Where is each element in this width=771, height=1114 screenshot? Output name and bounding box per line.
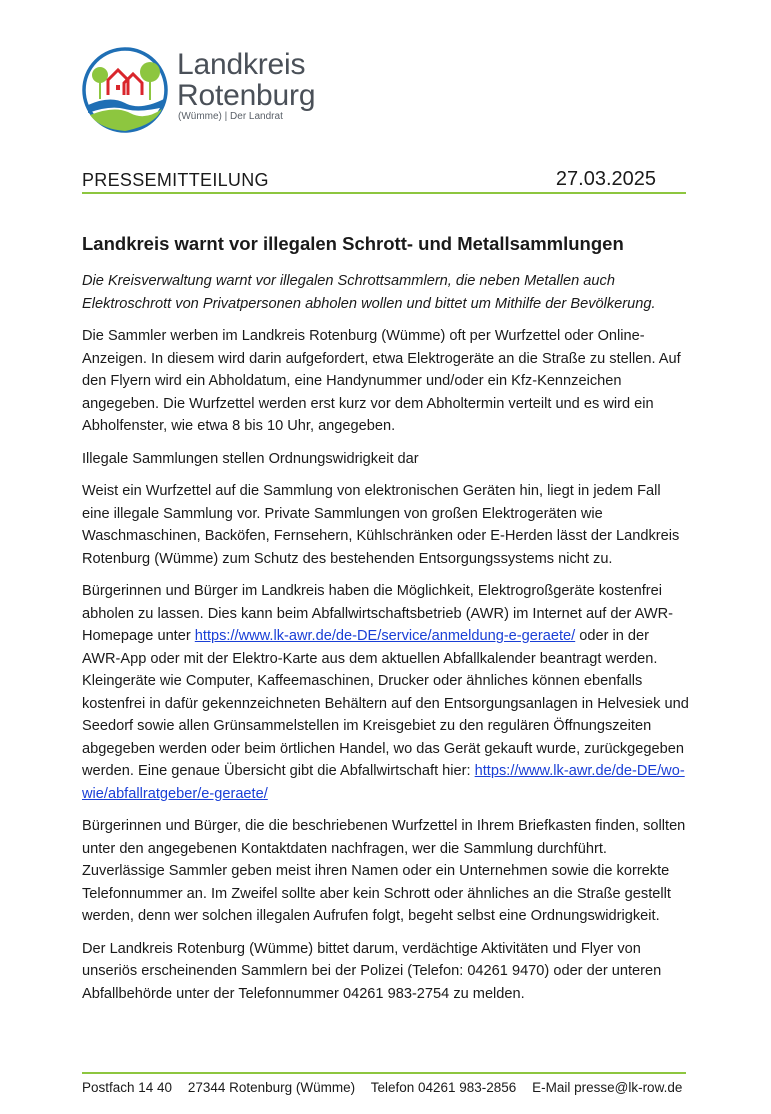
footer (82, 1080, 686, 1095)
paragraph-4: Bürgerinnen und Bürger, die die beschriebenen Wurfzettel in Ihrem Briefkasten finden, sollten unter den angegebenen Kontaktdaten nachfragen, wer die Sammlung durchführt. Zuverlässige Sammler geben meist ihren Namen oder ein Unternehmen sowie die korrekte Telefonnummer an. Im Zweifel sollte aber kein Schrott oder ähnliches an die Straße gestellt werden, denn wer solchen illegalen Aufrufen folgt, begeht selbst eine Ordnungswidrigkeit. (82, 818, 686, 924)
press-label: PRESSEMITTEILUNG (82, 170, 269, 190)
landkreis-emblem-icon (80, 45, 170, 135)
paragraph-5: Der Landkreis Rotenburg (Wümme) bittet darum, verdächtige Aktivitäten und Flyer von unseriös erscheinenden Sammlern bei der Polizei (Telefon: 04261 9470) oder der unteren Abfallbehörde unter der Telefonnummer 04261 983-2754 zu melden. (82, 940, 662, 1002)
article-title: Landkreis warnt vor illegalen Schrott- und Metallsammlungen (82, 233, 624, 254)
article-body (82, 232, 690, 1015)
footer-divider (82, 1072, 686, 1074)
footer-phone: Telefon 04261 983-2856 (370, 1080, 517, 1095)
header-divider (82, 192, 686, 194)
paragraph-3-text-a: Bürgerinnen und Bürger im Landkreis haben die Möglichkeit, Elektrogroßgeräte kostenfrei abholen zu lassen. Dies kann beim Abfallwirtschaftsbetrieb (AWR) im Internet auf der AWR-Homepage unter (82, 583, 674, 644)
awr-e-geraete-anmeldung-link[interactable]: https://www.lk-awr.de/de-DE/service/anmeldung-e-geraete/ (194, 628, 576, 644)
press-date: 27.03.2025 (555, 168, 656, 190)
footer-email: E-Mail presse@lk-row.de (532, 1080, 683, 1095)
footer-postfach: Postfach 14 40 (82, 1080, 173, 1095)
article-lead: Die Kreisverwaltung warnt vor illegalen Schrottsammlern, die neben Metallen auch Elektroschrott von Privatpersonen abholen wollen und bittet um Mithilfe der Bevölkerung. (82, 273, 656, 312)
paragraph-3 (82, 580, 690, 805)
logo-name-line1: Landkreis (177, 48, 306, 81)
paragraph-3-text-b: oder in der AWR-App oder mit der Elektro-Karte aus dem aktuellen Abfallkalender beantragt werden. Kleingeräte wie Computer, Kaffeemaschinen, Drucker oder ähnliches können ebenfalls kostenfrei in dafür gekennzeichneten Behältern auf den Entsorgungsanlagen in Helvesiek und Seedorf sowie allen Grünsammelstellen im Kreisgebiet zu den regulären Öffnungszeiten abgegeben werden oder beim örtlichen Handel, wo das Gerät gekauft wurde, zurückgegeben werden. Eine genaue Übersicht gibt die Abfallwirtschaft hier: (82, 628, 689, 779)
logo-subtitle: (Wümme) | Der Landrat (178, 111, 283, 122)
awr-abfallratgeber-link[interactable]: https://www.lk-awr.de/de-DE/wo-wie/abfallratgeber/e-geraete/ (82, 763, 685, 802)
logo-name (177, 49, 315, 111)
landkreis-logo (80, 45, 340, 135)
logo-name-line2: Rotenburg (177, 79, 316, 112)
press-header (82, 170, 686, 194)
paragraph-2: Weist ein Wurfzettel auf die Sammlung von elektronischen Geräten hin, liegt in jedem Fall eine illegale Sammlung vor. Private Sammlungen von großen Elektrogeräten wie Waschmaschinen, Backöfen, Fernsehern, Kühlschränken oder E-Herden lässt der Landkreis Rotenburg (Wümme) zum Schutz des bestehenden Entsorgungssystems nicht zu. (82, 483, 680, 567)
article-subheading: Illegale Sammlungen stellen Ordnungswidrigkeit dar (82, 450, 419, 467)
paragraph-1: Die Sammler werben im Landkreis Rotenburg (Wümme) oft per Wurfzettel oder Online-Anzeigen. In diesem wird darin aufgefordert, etwa Elektrogeräte an die Straße zu stellen. Auf den Flyern wird ein Abholdatum, eine Handynummer und/oder ein Kfz-Kennzeichen angegeben. Die Wurfzettel werden erst kurz vor dem Abholtermin verteilt und es wird ein Abholfenster, wie etwa 8 bis 10 Uhr, angegeben. (82, 328, 681, 434)
footer-address: 27344 Rotenburg (Wümme) (187, 1080, 356, 1095)
